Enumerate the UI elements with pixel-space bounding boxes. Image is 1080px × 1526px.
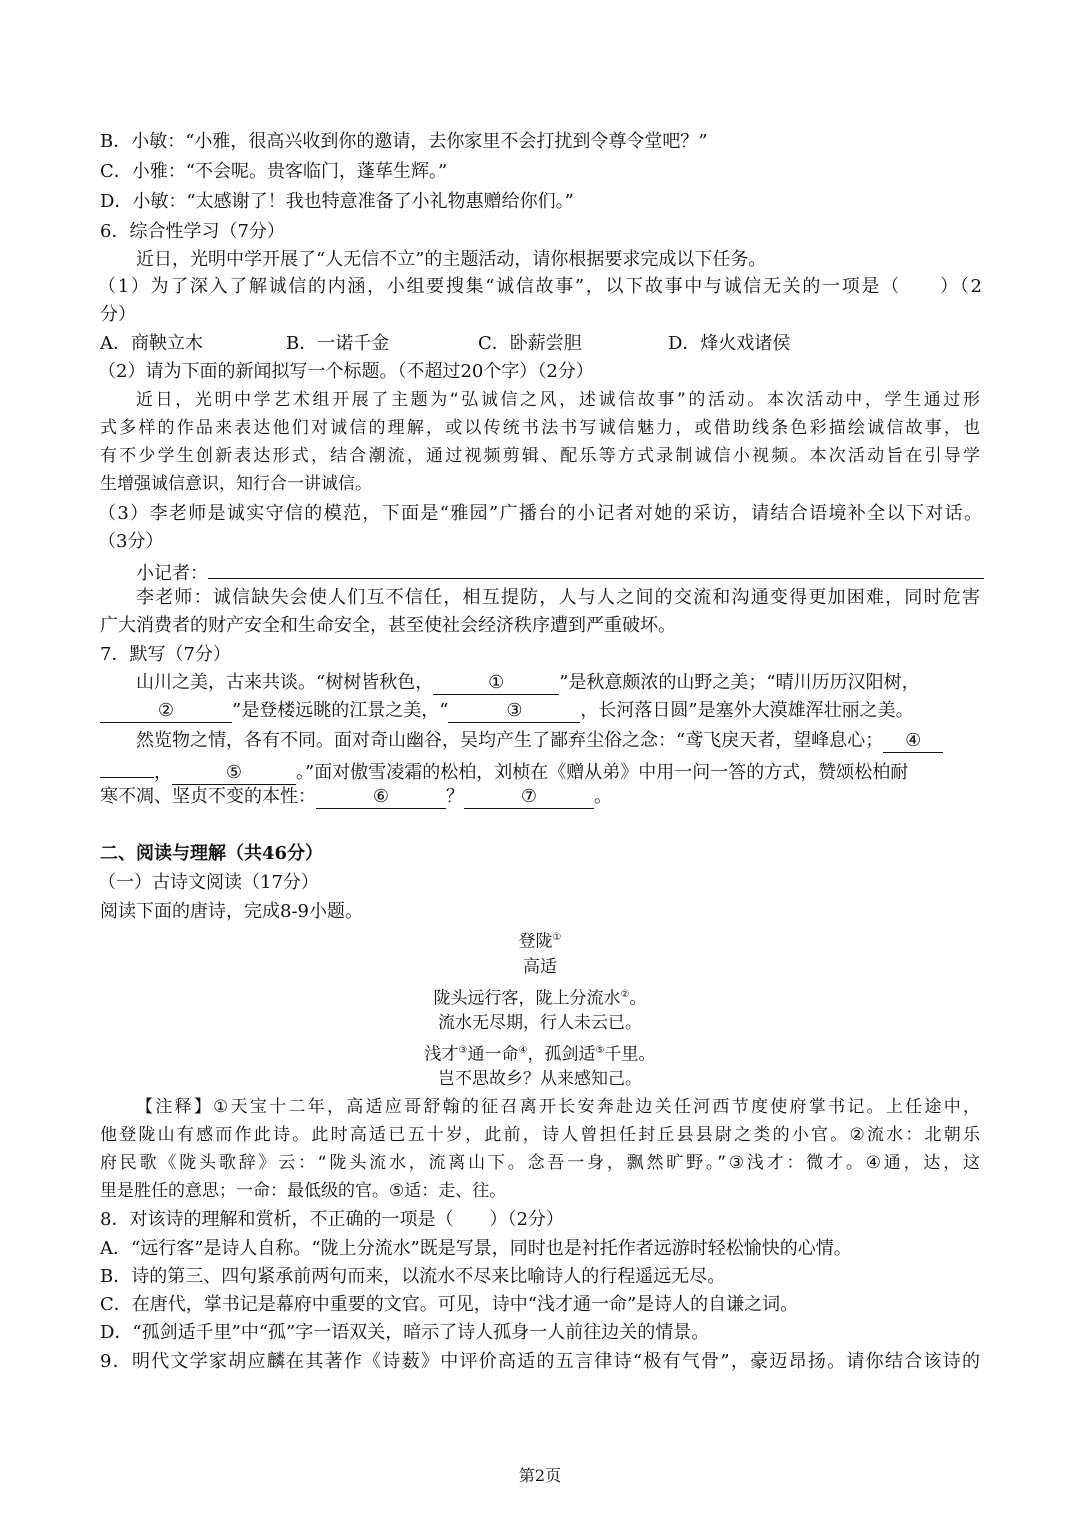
reporter-answer-blank[interactable] — [208, 556, 984, 579]
q6-option-a: A．商鞅立木 — [100, 333, 203, 354]
dictation-blank-4[interactable]: ④ — [883, 730, 943, 753]
q5-option-d: D．小敏：“太感谢了！我也特意准备了小礼物惠赠给你们。” — [100, 191, 574, 212]
q5-option-b: B．小敏：“小雅，很高兴收到你的邀请，去你家里不会打扰到令尊令堂吧？” — [100, 131, 708, 152]
q7-line4: ， ⑤ 。”面对傲雪凌霜的松柏，刘桢在《赠从弟》中用一问一答的方式，赞颂松柏耐 — [100, 755, 908, 787]
section2-instruction: 阅读下面的唐诗，完成8-9小题。 — [100, 901, 363, 922]
dictation-blank-3[interactable]: ③ — [448, 700, 580, 723]
notes-line1: 【注释】①天宝十二年，高适应哥舒翰的征召离开长安奔赴边关任河西节度使府掌书记。上任途中， — [136, 1097, 980, 1117]
section2-title: 二、阅读与理解（共46分） — [100, 843, 324, 864]
q7-line5: 寒不凋、坚贞不变的本性： ⑥ ？ ⑦ 。 — [100, 786, 612, 807]
poem-line-2: 流水无尽期，行人未云已。 — [438, 1013, 642, 1033]
q6-news-line1: 近日，光明中学艺术组开展了主题为“弘诚信之风，述诚信故事”的活动。本次活动中，学生通过形 — [136, 390, 980, 410]
poem-title: 登陇① — [518, 931, 562, 952]
page-number: 第2页 — [518, 1466, 562, 1485]
q6-intro: 近日，光明中学开展了“人无信不立”的主题活动，请你根据要求完成以下任务。 — [136, 249, 767, 270]
q6-news-line4: 生增强诚信意识，知行合一讲诚信。 — [100, 474, 372, 494]
q7-line2: ② ”是登楼远眺的江景之美，“ ③ ，长河落日圆”是塞外大漠雄浑壮丽之美。 — [100, 697, 914, 725]
q8-option-d: D．“孤剑适千里”中“孤”字一语双关，暗示了诗人孤身一人前往边关的情景。 — [100, 1322, 710, 1343]
dictation-blank-7[interactable]: ⑦ — [464, 786, 594, 809]
q6-part1-text: （1）为了深入了解诚信的内涵，小组要搜集“诚信故事”，以下故事中与诚信无关的一项是（ ）（2 — [98, 276, 982, 297]
q8-title: 8．对该诗的理解和赏析，不正确的一项是（ ）（2分） — [100, 1209, 564, 1230]
q8-option-a: A．“远行客”是诗人自称。“陇上分流水”既是写景，同时也是衬托作者远游时轻松愉快的心情。 — [100, 1238, 852, 1259]
q6-part2: （2）请为下面的新闻拟写一个标题。（不超过20个字）（2分） — [98, 361, 594, 382]
poem-author: 高适 — [523, 957, 557, 977]
q9-text: 9．明代文学家胡应麟在其著作《诗薮》中评价高适的五言律诗“极有气骨”，豪迈昂扬。请你结合该诗的 — [100, 1351, 980, 1372]
dictation-blank-1[interactable]: ① — [433, 672, 559, 695]
q8-option-b: B．诗的第三、四句紧承前两句而来，以流水不尽来比喻诗人的行程遥远无尽。 — [100, 1266, 726, 1287]
q6-title: 6．综合性学习（7分） — [100, 221, 285, 242]
dictation-blank-5[interactable]: ⑤ — [172, 762, 296, 785]
reporter-label: 小记者： — [136, 563, 208, 584]
q6-option-c: C．卧薪尝胆 — [478, 333, 582, 354]
dictation-blank-2[interactable]: ② — [100, 700, 232, 723]
q8-option-c: C．在唐代，掌书记是幕府中重要的文官。可见，诗中“浅才通一命”是诗人的自谦之词。 — [100, 1294, 799, 1315]
q6-part3-line2: （3分） — [98, 531, 164, 552]
q6-part1-line1 — [98, 273, 982, 301]
q6-teacher-line2: 广大消费者的财产安全和生命安全，甚至使社会经济秩序遭到严重破坏。 — [100, 615, 676, 636]
q6-teacher-line1: 李老师：诚信缺失会使人们互不信任，相互提防，人与人之间的交流和沟通变得更加困难，同时危害 — [136, 587, 980, 608]
notes-line4: 里是胜任的意思；一命：最低级的官。⑤适：走、往。 — [100, 1181, 507, 1201]
q6-option-b: B．一诺千金 — [286, 333, 390, 354]
q6-part3-line1: （3）李老师是诚实守信的模范，下面是“雅园”广播台的小记者对她的采访，请结合语境补全以下对话。 — [98, 503, 982, 524]
q6-option-d: D．烽火戏诸侯 — [668, 333, 791, 354]
poem-line-4: 岂不思故乡？从来感知己。 — [438, 1069, 642, 1089]
notes-line3: 府民歌《陇头歌辞》云：“陇头流水，流离山下。念吾一身，飘然旷野。”③浅才：微才。④通，达，这 — [100, 1153, 980, 1173]
q7-line1: 山川之美，古来共谈。“树树皆秋色， ① ”是秋意颇浓的山野之美；“晴川历历汉阳树， — [136, 672, 920, 693]
notes-line2: 他登陇山有感而作此诗。此时高适已五十岁，此前，诗人曾担任封丘县县尉之类的小官。②流水：北朝乐 — [100, 1125, 980, 1145]
dictation-blank-6[interactable]: ⑥ — [316, 786, 446, 809]
q6-options — [100, 330, 790, 358]
dictation-blank-4-cont[interactable] — [100, 755, 154, 778]
q6-news-line3: 有不少学生创新表达形式，结合潮流，通过视频剪辑、配乐等方式录制诚信小视频。本次活动旨在引导学 — [100, 446, 980, 466]
poem-line-3: 浅才③通一命④，孤剑适⑤千里。 — [424, 1044, 656, 1065]
q5-option-c: C．小雅：“不会呢。贵客临门，蓬荜生辉。” — [100, 161, 448, 182]
q7-line3: 然览物之情，各有不同。面对奇山幽谷，吴均产生了鄙弃尘俗之念：“鸢飞戾天者，望峰息心； ④ — [136, 727, 943, 755]
poem-line-1: 陇头远行客，陇上分流水②。 — [433, 988, 647, 1009]
section2-subtitle: （一）古诗文阅读（17分） — [98, 872, 319, 893]
q6-news-line2: 式多样的作品来表达他们对诚信的理解，或以传统书法书写诚信魅力，或借助线条色彩描绘诚信故事，也 — [100, 418, 980, 438]
q7-title: 7．默写（7分） — [100, 644, 231, 665]
q6-part1-line2: 分） — [100, 304, 136, 325]
